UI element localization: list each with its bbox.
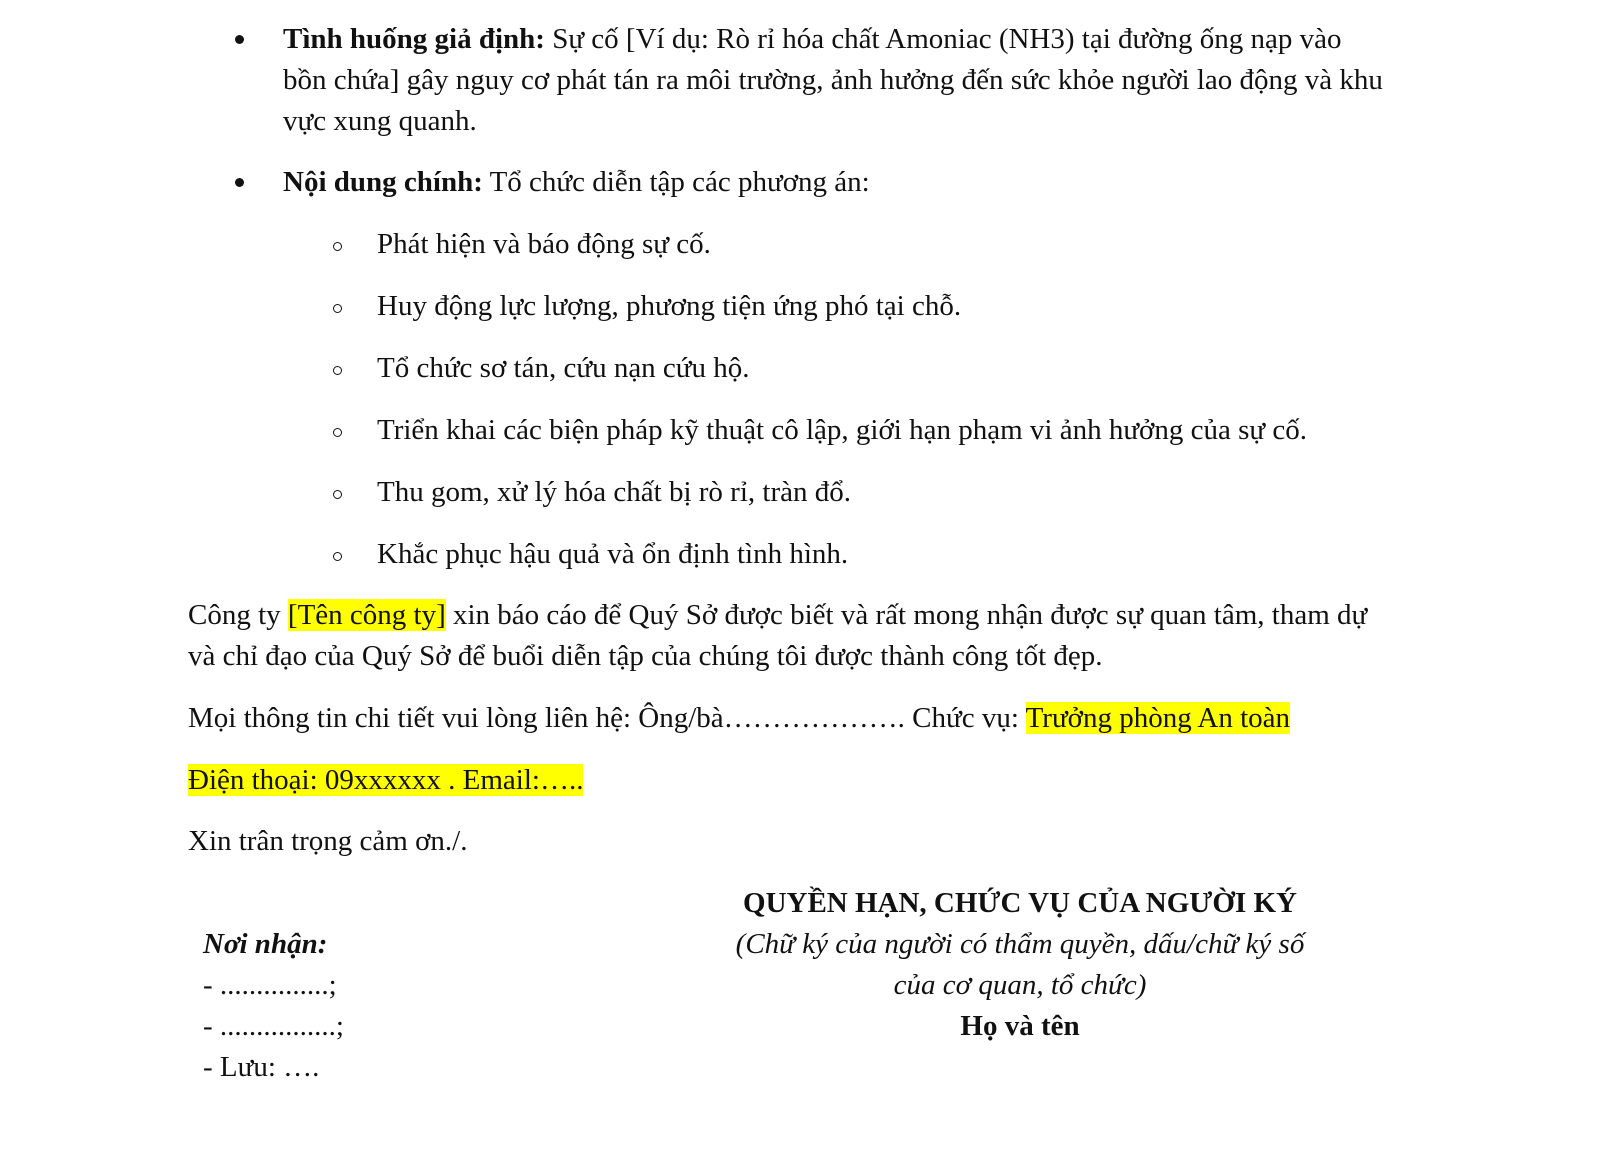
sub-list-item: Huy động lực lượng, phương tiện ứng phó tại chỗ. [377,286,1477,327]
report-paragraph: Công ty [Tên công ty] xin báo cáo để Quý Sở được biết và rất mong nhận được sự quan tâm, tham dự và chỉ đạo của Quý Sở để buổi diễn tập của chúng tôi được thành công tốt đẹp. [188,599,1368,672]
circle-bullet-icon [333,552,342,561]
circle-bullet-icon [333,366,342,375]
bullet-dot-icon [235,35,244,44]
sub-list-item: Thu gom, xử lý hóa chất bị rò rỉ, tràn đổ. [377,472,1477,513]
recipient-item: - ................; [203,1010,344,1042]
contact-line: Mọi thông tin chi tiết vui lòng liên hệ: Ông/bà………………. Chức vụ: Trưởng phòng An toàn [188,702,1291,734]
signer-title: QUYỀN HẠN, CHỨC VỤ CỦA NGƯỜI KÝ [743,887,1297,919]
contact-phone-email: Điện thoại: 09xxxxxx . Email:….. [188,764,584,796]
sub-list-item: Triển khai các biện pháp kỹ thuật cô lập, giới hạn phạm vi ảnh hưởng của sự cố. [377,410,1477,451]
sub-list-item: Khắc phục hậu quả và ổn định tình hình. [377,534,1477,575]
bullet-assumed-scenario [283,19,1483,142]
bullet-dot-icon [235,178,244,187]
recipient-item: - ...............; [203,969,337,1001]
circle-bullet-icon [333,490,342,499]
bullet-text: Sự cố [Ví dụ: Rò rỉ hóa chất Amoniac (NH3) tại đường ống nạp vào [544,23,1342,55]
recipient-item: - Lưu: …. [203,1051,320,1083]
signature-note-line2: của cơ quan, tổ chức) [893,969,1147,1001]
bullet-text: Tổ chức diễn tập các phương án: [482,166,870,198]
bullet-label: Nội dung chính: [283,166,483,198]
sub-list-item: Tổ chức sơ tán, cứu nạn cứu hộ. [377,348,1477,389]
signature-block [660,883,1380,1047]
signature-note-line1: (Chữ ký của người có thẩm quyền, dấu/chữ ký số [735,928,1305,960]
bullet-text-line2: bồn chứa] gây nguy cơ phát tán ra môi trường, ảnh hưởng đến sức khỏe người lao động và khu [283,64,1383,96]
signer-name: Họ và tên [960,1010,1080,1042]
contact-position: Trưởng phòng An toàn [1025,702,1291,734]
company-name-placeholder: [Tên công ty] [287,599,446,631]
circle-bullet-icon [333,428,342,437]
circle-bullet-icon [333,242,342,251]
bullet-main-content [283,162,1483,203]
sub-list-item: Phát hiện và báo động sự cố. [377,224,1477,265]
circle-bullet-icon [333,304,342,313]
recipients-label: Nơi nhận: [203,928,328,960]
bullet-text-line3: vực xung quanh. [283,105,477,137]
bullet-label: Tình huống giả định: [283,23,545,55]
closing-line: Xin trân trọng cảm ơn./. [188,825,468,857]
